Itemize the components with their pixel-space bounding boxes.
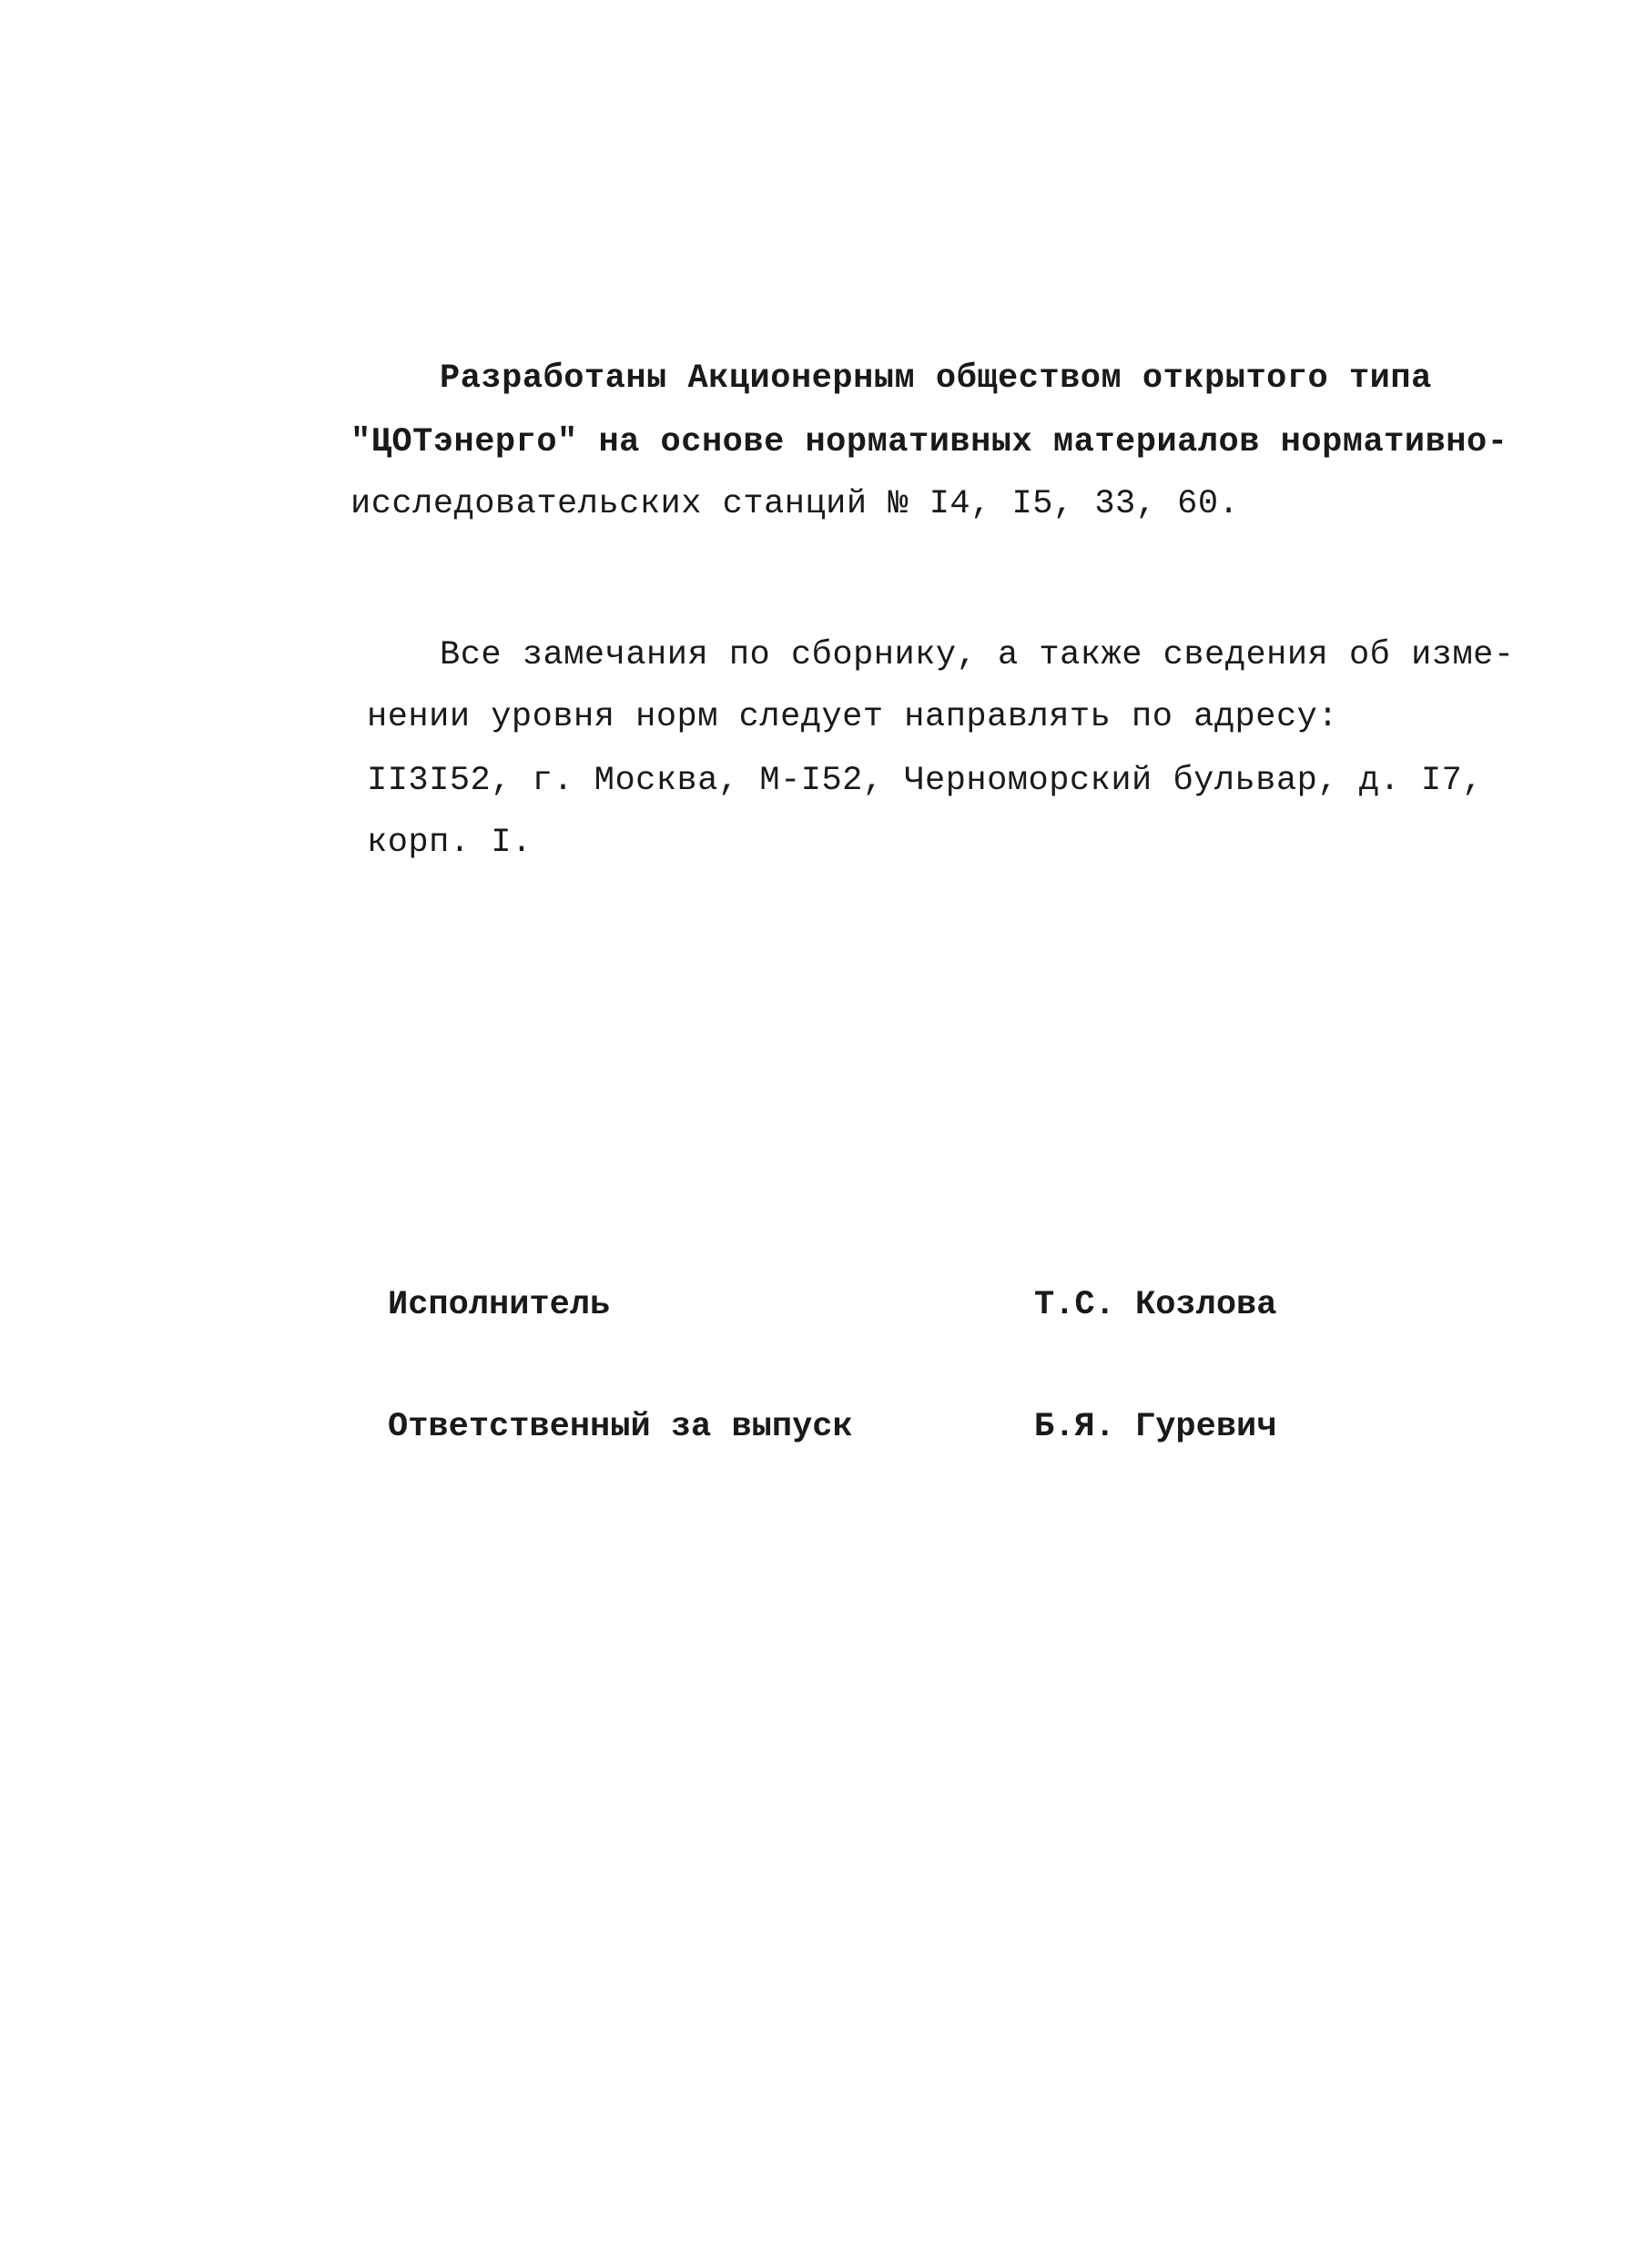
intro-line-2: "ЦОТэнерго" на основе нормативных материалов нормативно- — [350, 423, 1508, 461]
intro-line-3: исследовательских станций № I4, I5, 33, 60. — [350, 485, 1240, 523]
intro-line-1: Разработаны Акционерным обществом открытого типа — [440, 359, 1432, 398]
signature-role-responsible: Ответственный за выпуск — [388, 1408, 853, 1446]
notes-line-3: II3I52, г. Москва, М-I52, Черноморский бульвар, д. I7, — [367, 762, 1483, 800]
signature-role-executor: Исполнитель — [388, 1286, 611, 1324]
notes-line-4: корп. I. — [367, 824, 533, 862]
signature-name-responsible: Б.Я. Гуревич — [1034, 1408, 1277, 1446]
notes-line-2: нении уровня норм следует направлять по адресу: — [367, 698, 1339, 736]
signature-name-executor: Т.С. Козлова — [1034, 1286, 1277, 1324]
notes-line-1: Все замечания по сборнику, а также сведения об изме- — [440, 636, 1515, 674]
